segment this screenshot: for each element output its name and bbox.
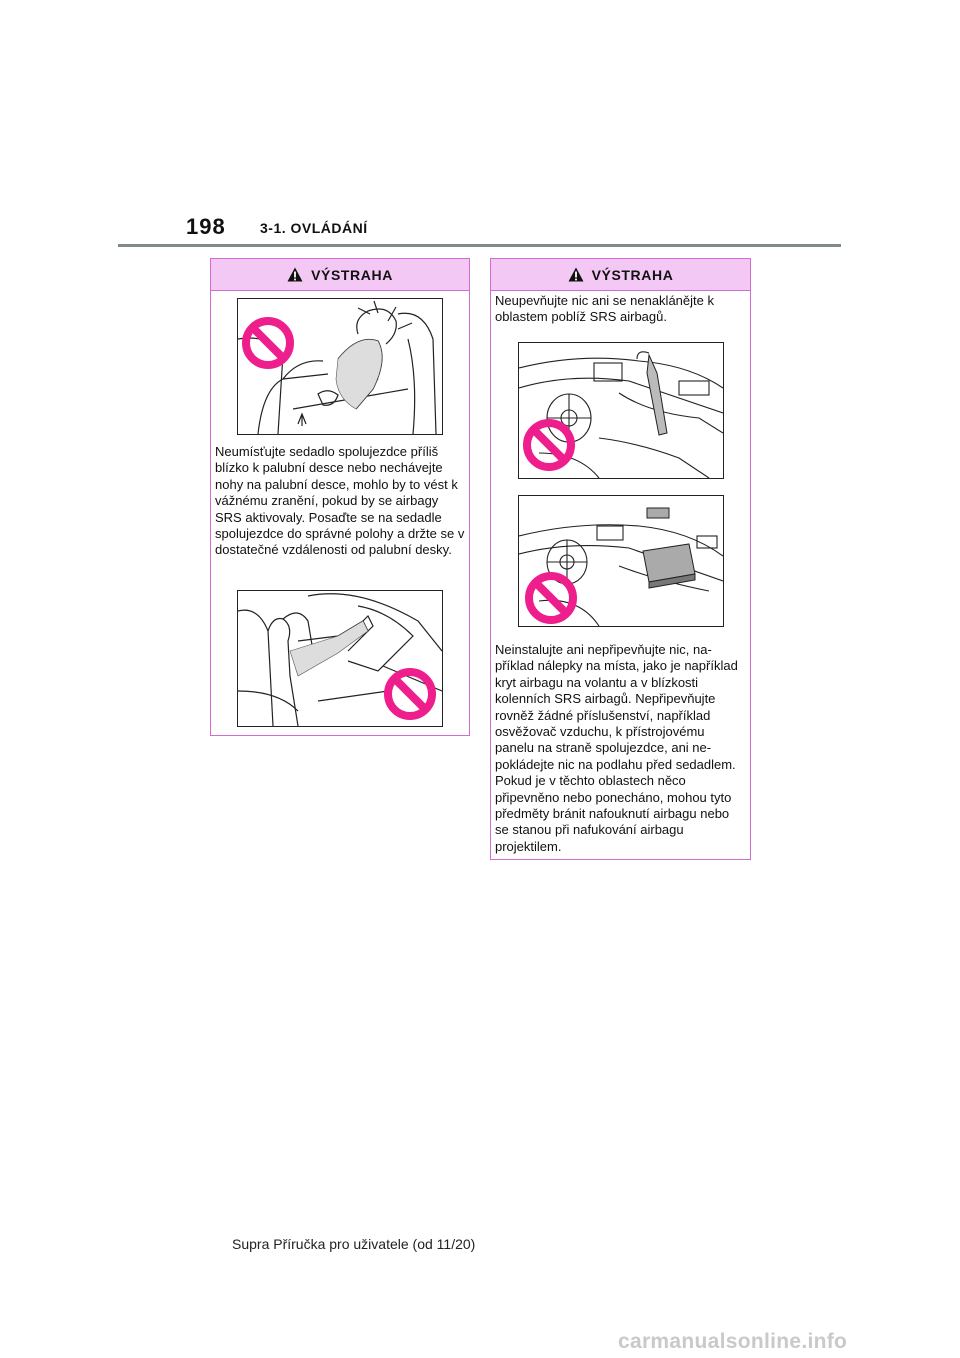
prohibition-icon xyxy=(388,672,432,716)
warning-box-seat-position xyxy=(210,258,470,736)
warning-title: VÝSTRAHA xyxy=(311,266,393,283)
page-footer: Supra Příručka pro uživatele (od 11/20) xyxy=(232,1236,476,1252)
page-number: 198 xyxy=(186,214,226,239)
illustration-feet-on-dashboard xyxy=(237,590,443,727)
illustration-umbrella-on-dashboard xyxy=(518,342,724,479)
illustration-passenger-too-close xyxy=(237,298,443,435)
warning-text: Neumísťujte sedadlo spolujezdce příliš blízko k palubní desce nebo nechávejte nohy na palubní desce, mohlo by to vést k vážnému zranění, pokud by se airbagy SRS aktivovaly. Posaďte se na sedadle spolujezdce do správné polohy a držte se v dostatečné vzdálenosti od palubní desky. xyxy=(215,444,465,558)
prohibition-icon xyxy=(246,321,290,365)
prohibition-icon xyxy=(529,576,573,620)
warning-box-header xyxy=(491,259,750,291)
warning-triangle-icon xyxy=(568,267,584,282)
warning-box-header xyxy=(211,259,469,291)
header-divider xyxy=(118,244,841,247)
watermark: carmanualsonline.info xyxy=(618,1330,848,1353)
prohibition-icon xyxy=(527,423,571,467)
section-title: 3-1. OVLÁDÁNÍ xyxy=(260,220,368,236)
warning-text-intro: Neupevňujte nic ani se nenaklánějte k oblastem poblíž SRS airbagů. xyxy=(495,293,714,325)
warning-box-airbag-objects xyxy=(490,258,751,860)
warning-title: VÝSTRAHA xyxy=(591,266,674,283)
warning-text-details: Neinstalujte ani nepřipevňujte nic, například nálepky na místa, jako je například kryt airbagu na volantu a v blízkosti kolenních SRS airbagů. Nepřipevňujte rovněž žádné příslušenství, například osvěžovač vzduchu, k přístrojovému panelu na straně spolujezdce, ani nepokládejte nic na podlahu před sedadlem. Pokud je v těchto oblastech něco připevněno nebo ponecháno, mohou tyto předměty bránit nafouknutí airbagu nebo se stanou při nafukování airbagu projektilem. xyxy=(495,642,738,854)
warning-triangle-icon xyxy=(287,267,303,282)
illustration-objects-on-dashboard xyxy=(518,495,724,627)
